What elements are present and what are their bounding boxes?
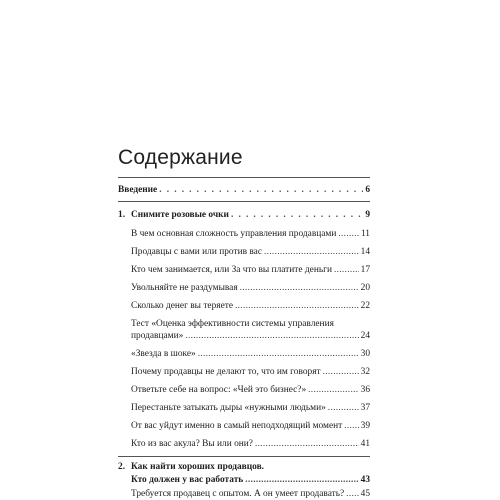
toc-entry[interactable]: [131, 348, 370, 360]
toc-entry[interactable]: [131, 488, 370, 500]
dot-leader: [185, 330, 358, 342]
toc-entry[interactable]: [131, 282, 370, 294]
toc-entry-label: Перестаньте затыкать дыры «нужными людьми»: [131, 403, 326, 413]
toc-entry[interactable]: [131, 246, 370, 258]
toc-entry[interactable]: [131, 330, 370, 342]
dot-leader: [346, 488, 358, 500]
toc-entry-page: 41: [360, 439, 370, 449]
toc-entry[interactable]: [131, 384, 370, 396]
chapter-title-line1: Как найти хороших продавцов.: [131, 462, 265, 472]
chapter-title: Снимите розовые очки: [131, 210, 229, 220]
toc-entry-intro[interactable]: [118, 184, 370, 196]
toc-entry-page: 14: [360, 247, 370, 257]
dot-leader: [231, 209, 363, 221]
toc-entry-page: 11: [360, 229, 370, 239]
dot-leader: [344, 420, 358, 432]
toc-entry-page: 30: [360, 349, 370, 359]
toc-chapter-2-line1: [118, 461, 370, 473]
toc-entry-label: Требуется продавец с опытом. А он умеет продавать?: [131, 489, 345, 499]
toc-entry-label: Сколько денег вы теряете: [131, 301, 234, 311]
dot-leader: [245, 474, 358, 486]
chapter-title: Кто должен у вас работать: [131, 475, 244, 485]
toc-entry-page: 20: [360, 283, 370, 293]
toc-entry-label: Почему продавцы не делают то, что им говорят: [131, 367, 321, 377]
dot-leader: [255, 438, 359, 450]
page-title: Содержание: [118, 146, 243, 169]
chapter-number: 2.: [118, 462, 126, 472]
toc-entry-page: 45: [360, 489, 370, 499]
dot-leader: [334, 264, 359, 276]
toc-entry-label: Ответьте себе на вопрос: «Чей это бизнес?»: [131, 385, 307, 395]
toc-entry-label: Кто из вас акула? Вы или они?: [131, 439, 253, 449]
dot-leader: [240, 282, 359, 294]
toc-entry-page: 17: [360, 265, 370, 275]
chapter-page: 9: [365, 210, 370, 220]
toc-chapter-2[interactable]: [131, 474, 370, 486]
toc-entry-page: 32: [360, 367, 370, 377]
top-rule: [118, 177, 370, 178]
chapter-page: 43: [360, 475, 370, 485]
toc-entry-label: «Звезда в шоке»: [131, 349, 196, 359]
toc-entry-page: 6: [365, 185, 370, 195]
toc-entry-label: Введение: [118, 185, 158, 195]
toc-entry-page: 36: [360, 385, 370, 395]
toc-entry[interactable]: [131, 264, 370, 276]
dot-leader: [159, 184, 363, 196]
toc-entry[interactable]: [131, 438, 370, 450]
toc-entry-label-line1: Тест «Оценка эффективности системы управления: [131, 319, 334, 329]
toc-entry-label: Кто чем занимается, или За что вы платите деньги: [131, 265, 332, 275]
dot-leader: [338, 228, 359, 240]
chapter-number: 1.: [118, 210, 126, 220]
dot-leader: [235, 300, 359, 312]
toc-entry-page: 39: [360, 421, 370, 431]
toc-entry[interactable]: [131, 420, 370, 432]
toc-entry-label: Увольняйте не раздумывая: [131, 283, 238, 293]
toc-entry[interactable]: [131, 228, 370, 240]
dot-leader: [308, 384, 358, 396]
toc-entry-page: 37: [360, 403, 370, 413]
toc-entry[interactable]: [131, 300, 370, 312]
dot-leader: [198, 348, 359, 360]
toc-entry-label: От вас уйдут именно в самый неподходящий момент: [131, 421, 343, 431]
toc-entry-label: продавцами»: [131, 331, 184, 341]
toc-entry-label: Продавцы с вами или против вас: [131, 247, 262, 257]
dot-leader: [264, 246, 359, 258]
section-rule-1: [118, 201, 370, 202]
toc-entry-page: 24: [360, 331, 370, 341]
toc-chapter-1[interactable]: [118, 209, 370, 221]
dot-leader: [323, 366, 359, 378]
toc-entry-page: 22: [360, 301, 370, 311]
toc-entry[interactable]: [131, 366, 370, 378]
toc-entry-label: В чем основная сложность управления продавцами: [131, 229, 337, 239]
dot-leader: [328, 402, 359, 414]
section-rule-2: [118, 456, 370, 457]
toc-entry[interactable]: [131, 402, 370, 414]
